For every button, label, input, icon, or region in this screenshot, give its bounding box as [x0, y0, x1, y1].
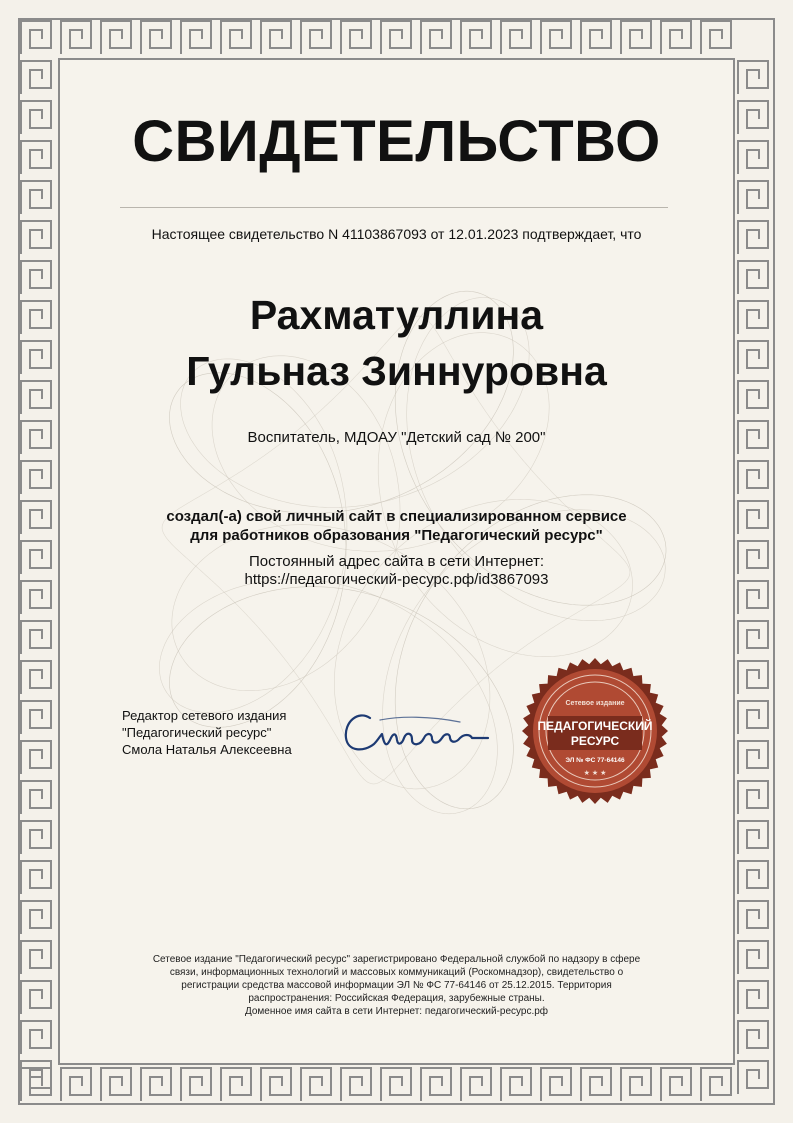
meander-tile	[738, 741, 768, 774]
meander-tile	[21, 981, 51, 1014]
footer-line5: Доменное имя сайта в сети Интернет: педагогический-ресурс.рф	[244, 1006, 549, 1017]
meander-tile	[421, 21, 451, 54]
meander-tile	[621, 21, 651, 54]
meander-tile	[738, 701, 768, 734]
meander-tile	[341, 1068, 371, 1101]
meander-tile	[738, 981, 768, 1014]
site-address-label: Постоянный адрес сайта в сети Интернет:	[248, 553, 545, 570]
meander-tile	[101, 21, 131, 54]
certificate-intro: Настоящее свидетельство N 41103867093 от 12.01.2023 подтверждает, что	[151, 226, 642, 242]
meander-tile	[21, 61, 51, 94]
title-divider	[120, 207, 668, 208]
seal-main-line1: ПЕДАГОГИЧЕСКИЙ	[537, 719, 653, 733]
meander-tile	[581, 21, 611, 54]
action-text-line2: для работников образования "Педагогический ресурс"	[190, 527, 603, 544]
meander-tile	[738, 781, 768, 814]
meander-tile	[61, 1068, 91, 1101]
meander-tile	[21, 661, 51, 694]
meander-tile	[738, 661, 768, 694]
meander-tile	[738, 861, 768, 894]
meander-tile	[501, 1068, 531, 1101]
site-address-url: https://педагогический-ресурс.рф/id3867093	[244, 571, 549, 588]
meander-tile	[738, 901, 768, 934]
footer-registration	[120, 953, 673, 1018]
meander-tile	[738, 181, 768, 214]
action-text-line1: создал(-а) свой личный сайт в специализированном сервисе	[166, 508, 627, 525]
meander-tile	[21, 901, 51, 934]
meander-tile	[21, 261, 51, 294]
meander-tile	[738, 461, 768, 494]
editor-signature	[340, 700, 500, 760]
footer-line4: распространения: Российская Федерация, зарубежные страны.	[248, 993, 545, 1004]
meander-tile	[21, 461, 51, 494]
meander-tile	[461, 21, 491, 54]
editor-publication: "Педагогический ресурс"	[122, 725, 272, 740]
recipient-position: Воспитатель, МДОАУ "Детский сад № 200"	[247, 429, 546, 446]
meander-tile	[101, 1068, 131, 1101]
meander-tile	[621, 1068, 651, 1101]
meander-tile	[301, 21, 331, 54]
meander-tile	[738, 621, 768, 654]
meander-tile	[221, 21, 251, 54]
meander-tile	[501, 21, 531, 54]
seal-registration: ЭЛ № ФС 77-64146	[565, 757, 625, 764]
meander-tile	[738, 61, 768, 94]
editor-role: Редактор сетевого издания	[122, 708, 287, 723]
seal-stars: ★ ★ ★	[583, 770, 607, 777]
meander-tile	[261, 1068, 291, 1101]
meander-tile	[738, 1061, 768, 1094]
seal-top-text: Сетевое издание	[565, 700, 625, 707]
meander-tile	[21, 181, 51, 214]
footer-line3: регистрации средства массовой информации ЭЛ № ФС 77-64146 от 25.12.2015. Территория	[181, 980, 612, 991]
meander-tile	[738, 261, 768, 294]
recipient-given-name: Гульназ Зиннуровна	[186, 348, 607, 394]
meander-tile	[21, 741, 51, 774]
meander-tile	[738, 1021, 768, 1054]
meander-tile	[181, 21, 211, 54]
meander-tile	[21, 861, 51, 894]
meander-tile	[141, 21, 171, 54]
seal-main-line2: РЕСУРС	[570, 734, 620, 748]
meander-tile	[21, 21, 51, 54]
meander-tile	[141, 1068, 171, 1101]
meander-tile	[461, 1068, 491, 1101]
editor-block	[122, 707, 292, 758]
footer-line1: Сетевое издание "Педагогический ресурс" зарегистрировано Федеральной службой по надзору в сфере	[152, 954, 641, 965]
footer-line2: связи, информационных технологий и массовых коммуникаций (Роскомнадзор), свидетельство о	[169, 967, 624, 978]
meander-tile	[541, 21, 571, 54]
meander-tile	[21, 1068, 51, 1101]
meander-tile	[181, 1068, 211, 1101]
meander-tile	[738, 941, 768, 974]
meander-tile	[21, 621, 51, 654]
meander-tile	[661, 1068, 691, 1101]
meander-tile	[381, 1068, 411, 1101]
editor-name: Смола Наталья Алексеевна	[122, 742, 292, 757]
recipient-surname: Рахматуллина	[249, 292, 544, 338]
meander-tile	[661, 21, 691, 54]
meander-tile	[21, 701, 51, 734]
meander-tile	[341, 21, 371, 54]
meander-tile	[541, 1068, 571, 1101]
meander-tile	[381, 21, 411, 54]
meander-tile	[21, 1021, 51, 1054]
meander-tile	[21, 941, 51, 974]
meander-tile	[701, 1068, 731, 1101]
meander-tile	[581, 1068, 611, 1101]
meander-tile	[421, 1068, 451, 1101]
meander-tile	[21, 781, 51, 814]
certificate-title: СВИДЕТЕЛЬСТВО	[132, 109, 661, 174]
publication-seal	[520, 656, 670, 806]
meander-tile	[221, 1068, 251, 1101]
meander-tile	[738, 821, 768, 854]
meander-tile	[261, 21, 291, 54]
meander-tile	[21, 821, 51, 854]
meander-tile	[61, 21, 91, 54]
meander-tile	[301, 1068, 331, 1101]
meander-tile	[701, 21, 731, 54]
